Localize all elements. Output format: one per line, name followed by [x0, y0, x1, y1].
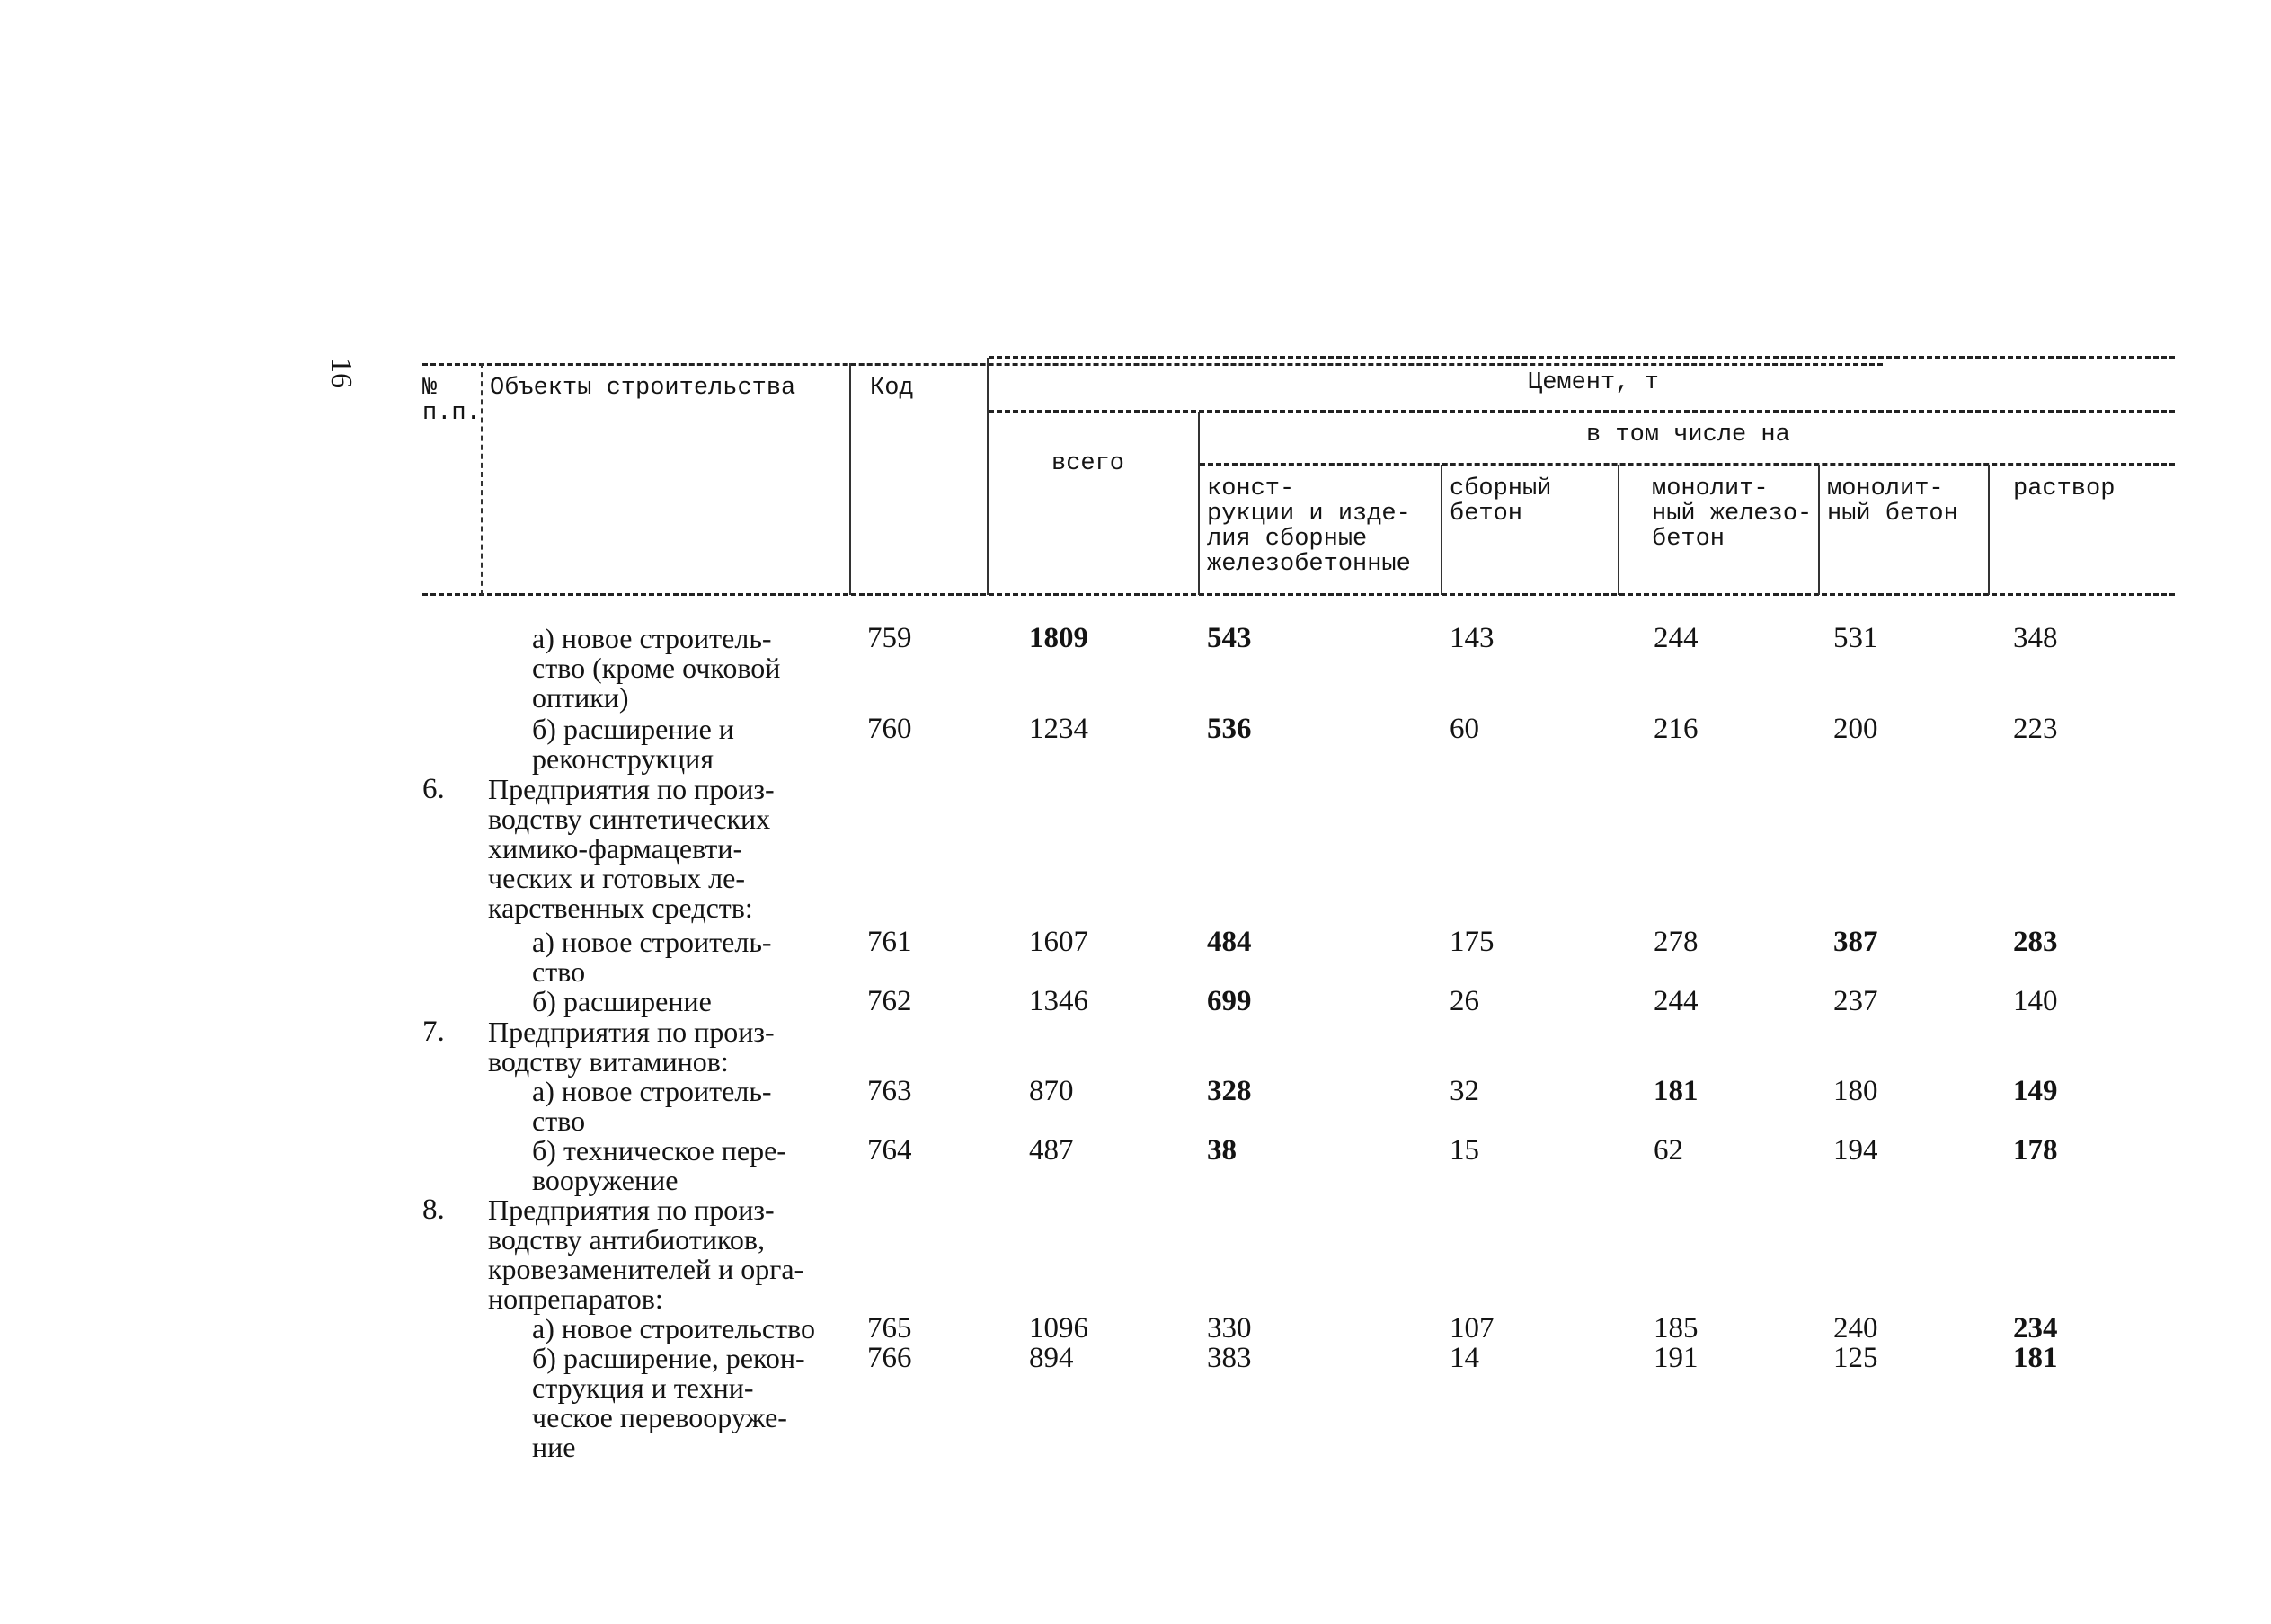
section-number: 7. [422, 1016, 445, 1048]
row-monolithic-concrete: 387 [1833, 926, 1878, 958]
row-prefab-concrete: 32 [1450, 1075, 1479, 1107]
row-monolithic-concrete: 240 [1833, 1312, 1878, 1344]
row-monolithic-reinforced: 185 [1654, 1312, 1699, 1344]
header-cement: Цемент, т [1528, 369, 1659, 396]
row-monolithic-reinforced: 278 [1654, 926, 1699, 958]
row-monolithic-concrete: 194 [1833, 1134, 1878, 1167]
row-mortar: 223 [2013, 713, 2058, 745]
row-mortar: 149 [2013, 1075, 2058, 1107]
col-rule-2 [849, 363, 851, 595]
row-text: б) расширение [532, 985, 712, 1017]
table-top-rule-right [989, 356, 2175, 359]
section-title: Предприятия по произ- водству витаминов: [488, 1016, 775, 1078]
header-prefab-concrete: сборный бетон [1450, 475, 1552, 528]
row-monolithic-concrete: 237 [1833, 985, 1878, 1017]
row-monolithic-concrete: 531 [1833, 622, 1878, 654]
row-mortar: 140 [2013, 985, 2058, 1017]
row-prefab-structures: 543 [1207, 622, 1252, 654]
row-total: 870 [1029, 1075, 1074, 1107]
row-text: а) новое строительство [532, 1312, 815, 1344]
row-monolithic-reinforced: 244 [1654, 985, 1699, 1017]
row-mortar: 234 [2013, 1312, 2058, 1344]
row-monolithic-reinforced: 181 [1654, 1075, 1699, 1107]
cement-subrule [989, 410, 2175, 413]
row-prefab-structures: 383 [1207, 1342, 1252, 1374]
header-num: № п.п. [422, 375, 481, 427]
col-rule-7 [1818, 465, 1820, 595]
col-rule-1 [481, 363, 483, 595]
col-rule-6 [1618, 465, 1619, 595]
section-title: Предприятия по произ- водству антибиотиков, кровезаменителей и орга- нопрепаратов: [488, 1194, 804, 1315]
row-mortar: 283 [2013, 926, 2058, 958]
section-number: 8. [422, 1194, 445, 1226]
row-prefab-structures: 38 [1207, 1134, 1237, 1167]
row-code: 763 [867, 1075, 912, 1107]
row-prefab-concrete: 14 [1450, 1342, 1479, 1374]
row-mortar: 181 [2013, 1342, 2058, 1374]
row-prefab-concrete: 15 [1450, 1134, 1479, 1167]
page-number: 16 [324, 358, 358, 388]
row-text: а) новое строитель- ство (кроме очковой оптики) [532, 622, 781, 714]
row-monolithic-concrete: 200 [1833, 713, 1878, 745]
row-prefab-structures: 699 [1207, 985, 1252, 1017]
row-total: 1607 [1029, 926, 1088, 958]
row-code: 764 [867, 1134, 912, 1167]
including-subrule [1200, 463, 2175, 466]
row-mortar: 348 [2013, 622, 2058, 654]
row-monolithic-reinforced: 191 [1654, 1342, 1699, 1374]
header-monolithic-concrete: монолит- ный бетон [1827, 475, 1958, 528]
row-monolithic-reinforced: 62 [1654, 1134, 1683, 1167]
col-rule-5 [1441, 465, 1442, 595]
col-rule-3 [987, 358, 989, 595]
col-rule-8 [1988, 465, 1990, 595]
section-number: 6. [422, 773, 445, 805]
header-monolithic-reinforced: монолит- ный железо- бетон [1652, 475, 1813, 553]
row-prefab-concrete: 175 [1450, 926, 1495, 958]
row-code: 765 [867, 1312, 912, 1344]
section-title: Предприятия по произ- водству синтетических химико-фармацевти- ческих и готовых ле- карственных средств: [488, 773, 775, 924]
header-objects: Объекты строительства [490, 375, 796, 402]
col-rule-4 [1198, 412, 1200, 595]
row-monolithic-reinforced: 244 [1654, 622, 1699, 654]
row-total: 894 [1029, 1342, 1074, 1374]
row-prefab-structures: 330 [1207, 1312, 1252, 1344]
row-prefab-structures: 328 [1207, 1075, 1252, 1107]
row-code: 761 [867, 926, 912, 958]
header-prefab-structures: конст- рукции и изде- лия сборные железобетонные [1207, 475, 1411, 578]
header-total: всего [1051, 450, 1125, 477]
table-top-rule [422, 363, 1883, 366]
row-prefab-structures: 536 [1207, 713, 1252, 745]
row-monolithic-concrete: 180 [1833, 1075, 1878, 1107]
row-total: 1809 [1029, 622, 1088, 654]
row-total: 487 [1029, 1134, 1074, 1167]
row-text: а) новое строитель- ство [532, 926, 772, 988]
row-code: 759 [867, 622, 912, 654]
row-total: 1234 [1029, 713, 1088, 745]
header-code: Код [870, 375, 914, 402]
row-mortar: 178 [2013, 1134, 2058, 1167]
row-prefab-concrete: 60 [1450, 713, 1479, 745]
row-total: 1346 [1029, 985, 1088, 1017]
header-mortar: раствор [2013, 475, 2116, 502]
header-bottom-rule [422, 593, 2175, 596]
row-total: 1096 [1029, 1312, 1088, 1344]
row-monolithic-concrete: 125 [1833, 1342, 1878, 1374]
row-text: б) расширение, рекон- струкция и техни- ческое перевооруже- ние [532, 1342, 805, 1463]
row-prefab-concrete: 107 [1450, 1312, 1495, 1344]
row-code: 766 [867, 1342, 912, 1374]
row-code: 760 [867, 713, 912, 745]
row-prefab-concrete: 143 [1450, 622, 1495, 654]
row-prefab-concrete: 26 [1450, 985, 1479, 1017]
row-monolithic-reinforced: 216 [1654, 713, 1699, 745]
row-text: а) новое строитель- ство [532, 1075, 772, 1137]
row-text: б) расширение и реконструкция [532, 713, 734, 775]
row-prefab-structures: 484 [1207, 926, 1252, 958]
row-code: 762 [867, 985, 912, 1017]
header-including: в том числе на [1586, 422, 1790, 448]
row-text: б) техническое пере- вооружение [532, 1134, 786, 1196]
